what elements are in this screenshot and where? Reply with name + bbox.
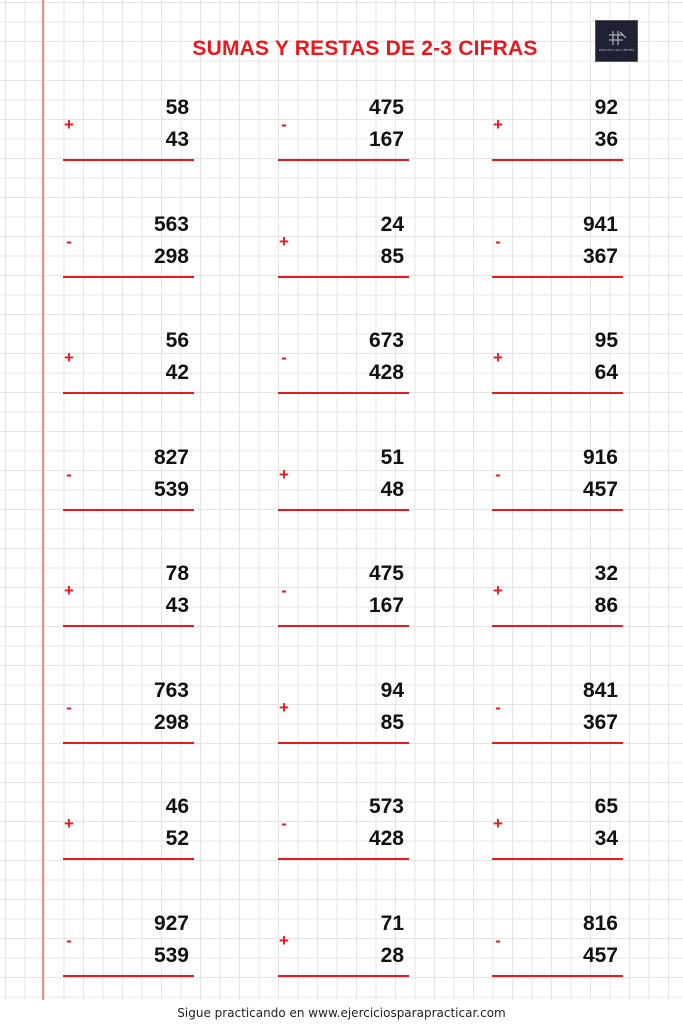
first-number: 563 [153,212,189,236]
second-number: 298 [153,244,189,268]
answer-line [63,392,194,394]
problem-1-3 [492,98,623,170]
first-number: 65 [594,795,618,818]
plus-sign: + [279,930,289,950]
first-number: 941 [582,212,618,236]
plus-sign: + [279,697,289,717]
problem-6-1 [63,678,194,753]
second-number: 43 [165,128,189,151]
second-number: 457 [582,477,618,501]
problem-2-3 [492,212,623,287]
second-number: 428 [368,827,404,850]
plus-sign: + [64,814,74,833]
problem-3-1 [63,331,194,403]
plus-sign: + [279,231,289,251]
answer-line [492,625,623,627]
first-number: 46 [165,795,189,818]
answer-line [278,742,409,744]
problem-8-2 [278,911,409,986]
first-number: 827 [153,445,189,469]
first-number: 58 [165,96,189,119]
problem-1-2 [278,98,409,170]
second-number: 52 [165,827,189,850]
first-number: 71 [380,911,404,935]
minus-sign: - [281,115,287,134]
grid-logo-icon [607,30,627,46]
logo-text: PRÁCTICA SIN LÍMITES [598,48,635,52]
answer-line [63,742,194,744]
problem-5-3 [492,564,623,636]
minus-sign: - [495,464,501,484]
answer-line [63,625,194,627]
second-number: 428 [368,361,404,384]
footer-text: Sigue practicando en www.ejerciciosparapracticar.com [177,1006,506,1020]
problem-4-2 [278,445,409,520]
plus-sign: + [493,814,503,833]
minus-sign: - [495,930,501,950]
minus-sign: - [66,697,72,717]
second-number: 85 [380,244,404,268]
second-number: 48 [380,477,404,501]
answer-line [492,276,623,278]
second-number: 167 [368,128,404,151]
problem-5-2 [278,564,409,636]
plus-sign: + [493,348,503,367]
problem-7-2 [278,797,409,869]
minus-sign: - [66,231,72,251]
first-number: 56 [165,329,189,352]
answer-line [63,159,194,161]
problem-2-2 [278,212,409,287]
margin-line [42,0,44,1000]
second-number: 298 [153,710,189,734]
answer-line [63,975,194,977]
second-number: 167 [368,594,404,617]
second-number: 43 [165,594,189,617]
problem-1-1 [63,98,194,170]
answer-line [492,159,623,161]
answer-line [492,392,623,394]
first-number: 51 [380,445,404,469]
second-number: 42 [165,361,189,384]
second-number: 85 [380,710,404,734]
problem-8-1 [63,911,194,986]
problem-4-3 [492,445,623,520]
second-number: 34 [594,827,618,850]
first-number: 475 [368,562,404,585]
answer-line [278,975,409,977]
problem-3-2 [278,331,409,403]
first-number: 95 [594,329,618,352]
logo [595,20,638,62]
problem-8-3 [492,911,623,986]
minus-sign: - [66,930,72,950]
plus-sign: + [64,581,74,600]
second-number: 28 [380,943,404,967]
minus-sign: - [281,814,287,833]
problem-2-1 [63,212,194,287]
minus-sign: - [281,348,287,367]
second-number: 64 [594,361,618,384]
first-number: 763 [153,678,189,702]
answer-line [492,975,623,977]
answer-line [492,742,623,744]
problem-3-3 [492,331,623,403]
problem-6-2 [278,678,409,753]
answer-line [278,509,409,511]
plus-sign: + [493,115,503,134]
first-number: 32 [594,562,618,585]
second-number: 86 [594,594,618,617]
answer-line [278,159,409,161]
minus-sign: - [495,231,501,251]
first-number: 92 [594,96,618,119]
plus-sign: + [64,115,74,134]
first-number: 673 [368,329,404,352]
second-number: 367 [582,710,618,734]
problem-5-1 [63,564,194,636]
minus-sign: - [66,464,72,484]
answer-line [63,858,194,860]
first-number: 24 [380,212,404,236]
first-number: 816 [582,911,618,935]
minus-sign: - [281,581,287,600]
second-number: 457 [582,943,618,967]
second-number: 367 [582,244,618,268]
second-number: 539 [153,477,189,501]
plus-sign: + [64,348,74,367]
plus-sign: + [493,581,503,600]
answer-line [278,625,409,627]
problem-7-1 [63,797,194,869]
first-number: 475 [368,96,404,119]
answer-line [63,276,194,278]
first-number: 94 [380,678,404,702]
first-number: 78 [165,562,189,585]
problem-7-3 [492,797,623,869]
answer-line [492,509,623,511]
answer-line [63,509,194,511]
problem-4-1 [63,445,194,520]
answer-line [278,858,409,860]
second-number: 36 [594,128,618,151]
first-number: 841 [582,678,618,702]
plus-sign: + [279,464,289,484]
first-number: 927 [153,911,189,935]
answer-line [278,392,409,394]
first-number: 573 [368,795,404,818]
second-number: 539 [153,943,189,967]
problem-6-3 [492,678,623,753]
first-number: 916 [582,445,618,469]
answer-line [492,858,623,860]
worksheet-title: SUMAS Y RESTAS DE 2-3 CIFRAS [192,37,538,60]
answer-line [278,276,409,278]
minus-sign: - [495,697,501,717]
